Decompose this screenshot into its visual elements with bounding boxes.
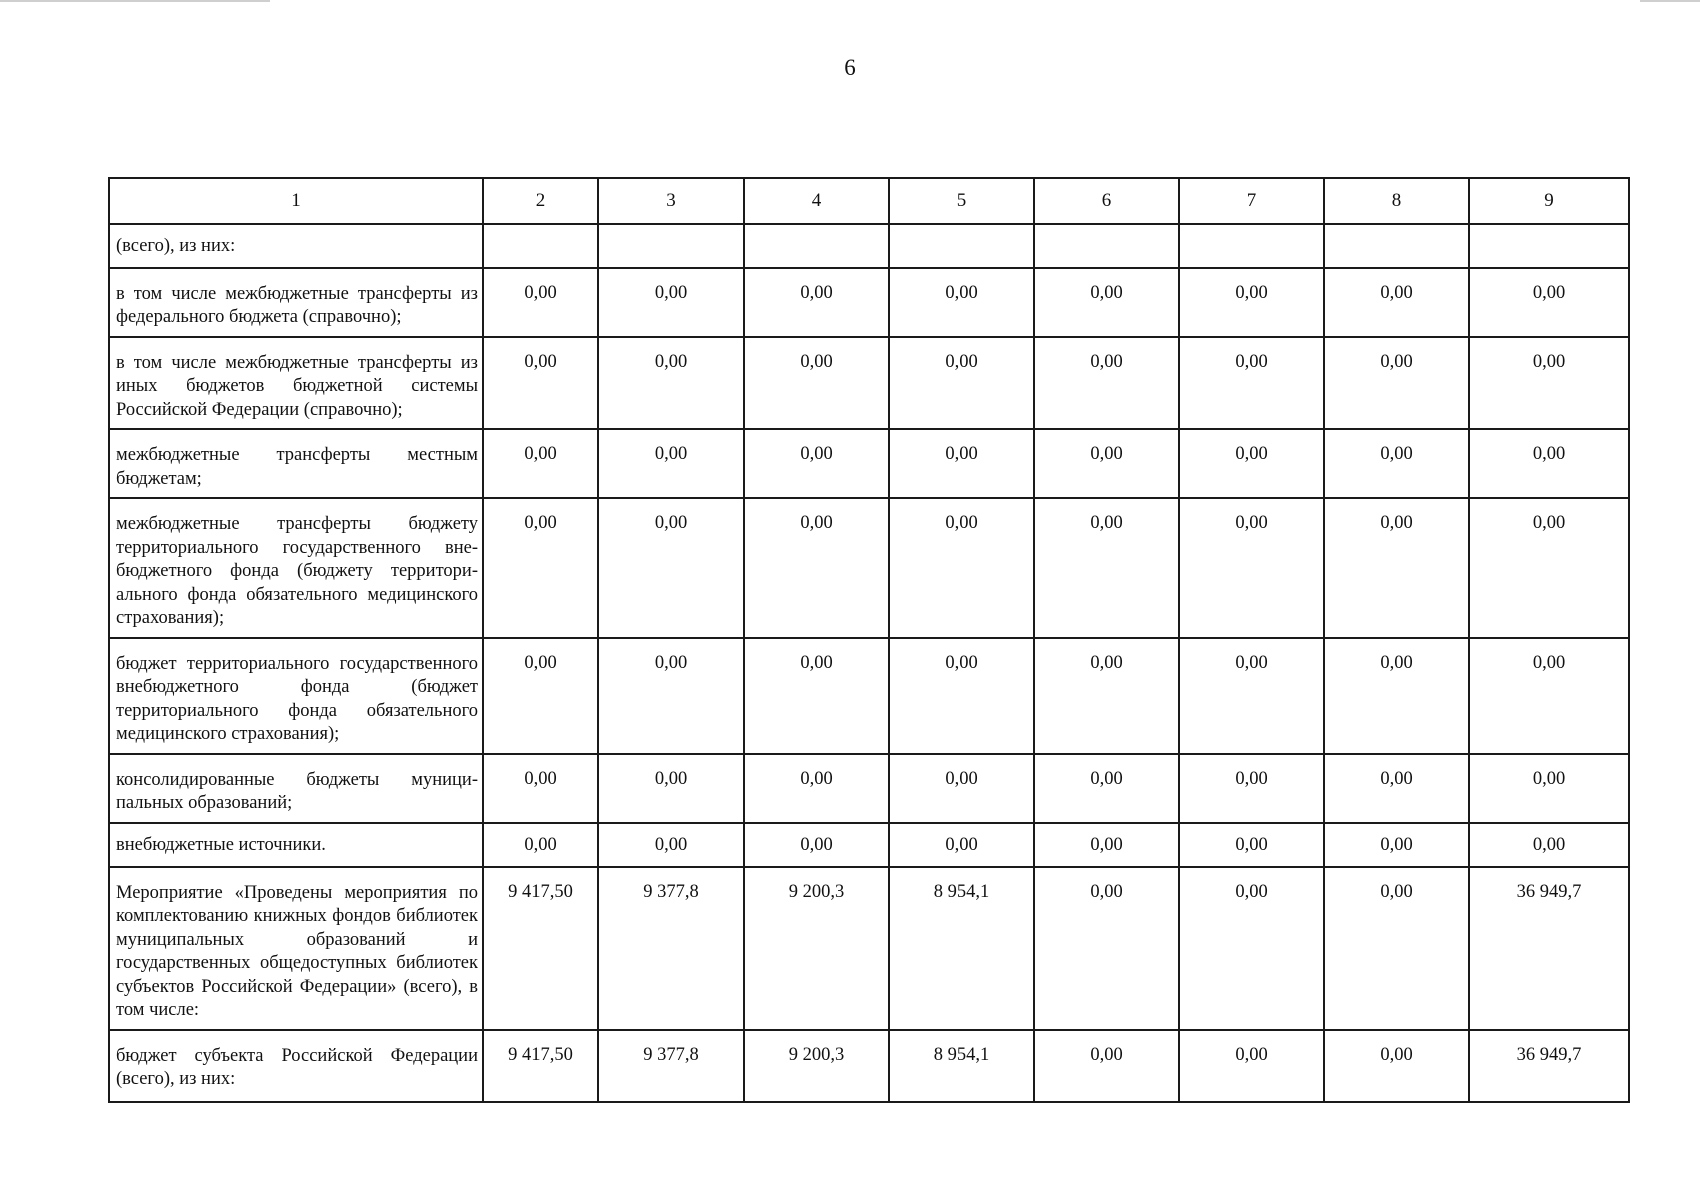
table-cell bbox=[1324, 224, 1469, 268]
budget-table bbox=[108, 177, 1630, 1103]
table-cell: 0,00 bbox=[483, 823, 598, 867]
row-label: (всего), из них: bbox=[109, 224, 483, 268]
table-cell: 0,00 bbox=[1034, 429, 1179, 498]
table-cell: 0,00 bbox=[1469, 268, 1629, 337]
table-cell: 0,00 bbox=[1179, 867, 1324, 1030]
table-cell: 0,00 bbox=[1034, 867, 1179, 1030]
table-row bbox=[109, 638, 1629, 754]
table-cell: 0,00 bbox=[1034, 268, 1179, 337]
table-cell: 0,00 bbox=[1324, 429, 1469, 498]
row-label: Мероприятие «Проведены мероприятия по комплектованию книжных фондов библиотек муниципальных образований и государственных общедоступных библиотек субъектов Российской Федерации» (всего), в том числе: bbox=[109, 867, 483, 1030]
table-cell: 0,00 bbox=[1179, 337, 1324, 429]
table-cell: 9 200,3 bbox=[744, 1030, 889, 1102]
table-cell: 0,00 bbox=[1469, 638, 1629, 754]
table-cell: 0,00 bbox=[1034, 754, 1179, 823]
table-cell: 0,00 bbox=[1324, 337, 1469, 429]
column-header: 6 bbox=[1034, 178, 1179, 224]
row-label: межбюджетные трансферты бюджету территориального государственного внебюджетного фонда (бюджету территориального фонда обязательного медицинского страхования); bbox=[109, 498, 483, 637]
table-cell bbox=[598, 224, 744, 268]
table-cell: 0,00 bbox=[744, 429, 889, 498]
table-cell: 0,00 bbox=[1324, 1030, 1469, 1102]
table-cell: 0,00 bbox=[744, 498, 889, 637]
column-header: 2 bbox=[483, 178, 598, 224]
table-cell: 0,00 bbox=[483, 268, 598, 337]
table-cell: 0,00 bbox=[744, 754, 889, 823]
table-cell: 0,00 bbox=[889, 754, 1034, 823]
table-cell: 0,00 bbox=[1324, 823, 1469, 867]
table-cell: 0,00 bbox=[1469, 754, 1629, 823]
table-header-row bbox=[109, 178, 1629, 224]
column-header: 4 bbox=[744, 178, 889, 224]
table-cell bbox=[1469, 224, 1629, 268]
table-cell: 0,00 bbox=[1324, 638, 1469, 754]
scan-edge-line-right bbox=[1640, 0, 1700, 2]
table-cell: 0,00 bbox=[598, 638, 744, 754]
table-row bbox=[109, 429, 1629, 498]
table-cell: 9 417,50 bbox=[483, 867, 598, 1030]
table-cell: 0,00 bbox=[744, 823, 889, 867]
table-cell bbox=[1179, 224, 1324, 268]
table-row bbox=[109, 754, 1629, 823]
table-cell: 9 377,8 bbox=[598, 1030, 744, 1102]
table-cell: 0,00 bbox=[1034, 823, 1179, 867]
page-number: 6 bbox=[844, 55, 856, 80]
table-cell: 0,00 bbox=[1469, 429, 1629, 498]
table-cell: 0,00 bbox=[1179, 1030, 1324, 1102]
column-header: 3 bbox=[598, 178, 744, 224]
table-cell: 0,00 bbox=[744, 638, 889, 754]
table-row bbox=[109, 224, 1629, 268]
table-row bbox=[109, 498, 1629, 637]
table-cell: 0,00 bbox=[1469, 498, 1629, 637]
table-cell: 0,00 bbox=[1324, 754, 1469, 823]
table-cell: 0,00 bbox=[483, 337, 598, 429]
table-cell: 9 200,3 bbox=[744, 867, 889, 1030]
table-row bbox=[109, 867, 1629, 1030]
table-cell: 0,00 bbox=[1179, 498, 1324, 637]
table-cell: 0,00 bbox=[483, 754, 598, 823]
row-label: межбюджетные трансферты местным бюджетам; bbox=[109, 429, 483, 498]
table-cell: 8 954,1 bbox=[889, 1030, 1034, 1102]
table-cell: 0,00 bbox=[1324, 867, 1469, 1030]
table-cell: 9 377,8 bbox=[598, 867, 744, 1030]
table-cell: 8 954,1 bbox=[889, 867, 1034, 1030]
table-cell: 0,00 bbox=[1179, 823, 1324, 867]
table-cell: 0,00 bbox=[889, 823, 1034, 867]
table-cell: 0,00 bbox=[1324, 498, 1469, 637]
table-cell: 0,00 bbox=[598, 754, 744, 823]
table-cell: 0,00 bbox=[598, 337, 744, 429]
table-cell: 36 949,7 bbox=[1469, 867, 1629, 1030]
table-cell: 0,00 bbox=[1034, 337, 1179, 429]
row-label: бюджет территориального государственного внебюджетного фонда (бюджет территориального фонда обязательного медицинского страхования); bbox=[109, 638, 483, 754]
table-row bbox=[109, 823, 1629, 867]
table-cell: 9 417,50 bbox=[483, 1030, 598, 1102]
table-cell: 0,00 bbox=[483, 429, 598, 498]
scan-edge-line-left bbox=[0, 0, 270, 2]
row-label: в том числе межбюджетные трансферты из иных бюджетов бюджетной системы Российской Федерации (справочно); bbox=[109, 337, 483, 429]
table-cell: 0,00 bbox=[483, 498, 598, 637]
row-label: бюджет субъекта Российской Федерации (всего), из них: bbox=[109, 1030, 483, 1102]
table-cell: 0,00 bbox=[1179, 638, 1324, 754]
table-cell: 0,00 bbox=[744, 337, 889, 429]
column-header: 7 bbox=[1179, 178, 1324, 224]
table-cell: 0,00 bbox=[598, 429, 744, 498]
row-label: в том числе межбюджетные трансферты из федерального бюджета (справочно); bbox=[109, 268, 483, 337]
table-cell: 0,00 bbox=[1034, 498, 1179, 637]
table-cell: 0,00 bbox=[889, 268, 1034, 337]
table-body bbox=[109, 224, 1629, 1102]
table-cell: 0,00 bbox=[483, 638, 598, 754]
column-header: 9 bbox=[1469, 178, 1629, 224]
table-cell: 0,00 bbox=[1179, 268, 1324, 337]
table-cell: 0,00 bbox=[744, 268, 889, 337]
budget-table-container bbox=[108, 177, 1628, 1103]
table-cell: 36 949,7 bbox=[1469, 1030, 1629, 1102]
table-cell: 0,00 bbox=[1469, 823, 1629, 867]
column-header: 8 bbox=[1324, 178, 1469, 224]
table-cell: 0,00 bbox=[1034, 1030, 1179, 1102]
table-cell: 0,00 bbox=[889, 498, 1034, 637]
table-cell bbox=[889, 224, 1034, 268]
table-cell: 0,00 bbox=[1179, 429, 1324, 498]
table-cell: 0,00 bbox=[1179, 754, 1324, 823]
row-label: внебюджетные источники. bbox=[109, 823, 483, 867]
table-cell: 0,00 bbox=[1469, 337, 1629, 429]
table-row bbox=[109, 337, 1629, 429]
table-cell: 0,00 bbox=[1324, 268, 1469, 337]
column-header: 5 bbox=[889, 178, 1034, 224]
table-cell bbox=[1034, 224, 1179, 268]
table-row bbox=[109, 268, 1629, 337]
table-cell: 0,00 bbox=[1034, 638, 1179, 754]
row-label: консолидированные бюджеты муниципальных образований; bbox=[109, 754, 483, 823]
column-header: 1 bbox=[109, 178, 483, 224]
table-row bbox=[109, 1030, 1629, 1102]
table-cell: 0,00 bbox=[598, 498, 744, 637]
table-cell bbox=[744, 224, 889, 268]
table-cell: 0,00 bbox=[889, 429, 1034, 498]
table-cell bbox=[483, 224, 598, 268]
table-cell: 0,00 bbox=[889, 638, 1034, 754]
table-cell: 0,00 bbox=[598, 268, 744, 337]
table-cell: 0,00 bbox=[598, 823, 744, 867]
table-cell: 0,00 bbox=[889, 337, 1034, 429]
